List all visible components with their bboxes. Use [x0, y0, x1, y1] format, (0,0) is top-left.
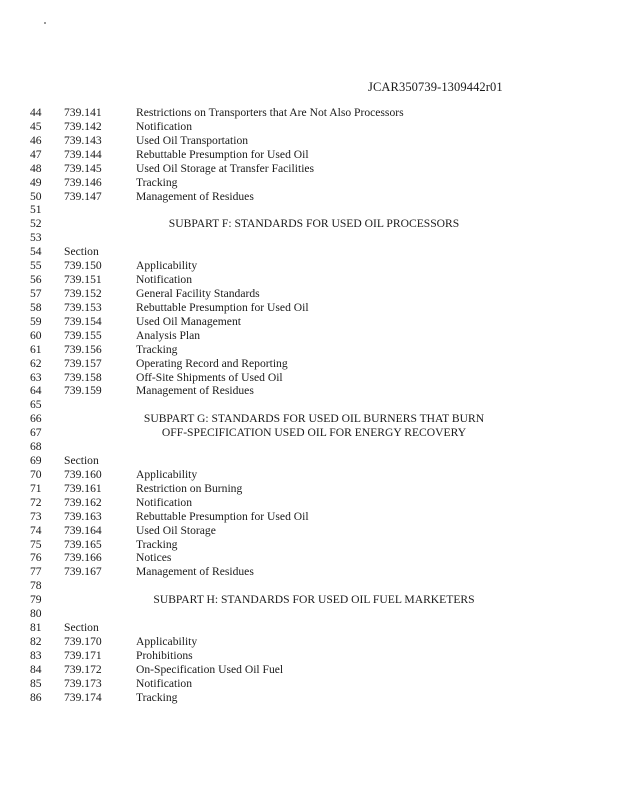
line-number: 53 [30, 231, 42, 245]
line-number: 45 [30, 119, 42, 133]
line-number: 49 [30, 175, 42, 189]
section-title: Analysis Plan [136, 328, 201, 342]
section-title: Restriction on Burning [136, 481, 243, 495]
section-title: Notification [136, 676, 193, 690]
line-number: 60 [30, 328, 42, 342]
line-number: 51 [30, 203, 42, 217]
section-title: Notices [136, 551, 172, 565]
section-number: 739.144 [64, 147, 102, 161]
section-title: Used Oil Storage [136, 523, 216, 537]
section-number: 739.142 [64, 119, 102, 133]
line-number: 70 [30, 467, 42, 481]
subpart-heading: SUBPART H: STANDARDS FOR USED OIL FUEL MARKETERS [153, 593, 475, 607]
section-title: Rebuttable Presumption for Used Oil [136, 300, 309, 314]
section-number: 739.165 [64, 537, 102, 551]
line-number: 76 [30, 551, 42, 565]
line-number: 58 [30, 300, 42, 314]
section-title: Used Oil Storage at Transfer Facilities [136, 161, 315, 175]
section-title: Tracking [136, 537, 178, 551]
line-number: 56 [30, 273, 42, 286]
section-number: 739.143 [64, 133, 102, 147]
section-title: Restrictions on Transporters that Are Not Also Processors [136, 106, 404, 119]
line-number: 86 [30, 690, 42, 704]
line-number: 61 [30, 342, 42, 356]
line-number: 84 [30, 662, 42, 676]
subpart-heading: SUBPART G: STANDARDS FOR USED OIL BURNERS THAT BURN [143, 412, 485, 426]
line-number: 69 [30, 454, 42, 467]
line-number: 52 [30, 217, 42, 231]
line-number: 80 [30, 607, 42, 621]
line-number: 62 [30, 356, 42, 370]
section-number: 739.152 [64, 287, 102, 300]
section-number: 739.157 [64, 356, 102, 370]
section-number: 739.145 [64, 161, 102, 175]
section-title: Notification [136, 273, 193, 286]
section-title: Management of Residues [136, 565, 254, 579]
section-number: 739.141 [64, 106, 102, 119]
section-title: Applicability [136, 635, 198, 648]
section-number: 739.166 [64, 551, 102, 565]
section-title: Management of Residues [136, 189, 254, 203]
section-number: 739.147 [64, 189, 102, 203]
scan-speck [44, 22, 46, 24]
line-number: 67 [30, 426, 42, 440]
section-label: Section [64, 621, 99, 634]
line-number: 82 [30, 635, 42, 648]
section-number: 739.156 [64, 342, 102, 356]
section-number: 739.162 [64, 495, 102, 509]
line-number: 71 [30, 481, 42, 495]
section-label: Section [64, 245, 99, 259]
section-number: 739.167 [64, 565, 102, 579]
line-number: 66 [30, 412, 42, 426]
line-number: 83 [30, 648, 42, 662]
line-number: 78 [30, 579, 42, 593]
line-number: 77 [30, 565, 42, 579]
line-number: 75 [30, 537, 42, 551]
section-title: Applicability [136, 467, 198, 481]
line-number: 47 [30, 147, 42, 161]
section-title: Rebuttable Presumption for Used Oil [136, 509, 309, 523]
line-number: 57 [30, 287, 42, 300]
section-number: 739.160 [64, 467, 102, 481]
section-number: 739.155 [64, 328, 102, 342]
section-title: General Facility Standards [136, 287, 260, 300]
section-title: Used Oil Transportation [136, 133, 249, 147]
line-number: 64 [30, 384, 42, 398]
section-number: 739.174 [64, 690, 102, 704]
line-number: 54 [30, 245, 42, 259]
section-number: 739.153 [64, 300, 102, 314]
section-number: 739.158 [64, 370, 102, 384]
section-number: 739.161 [64, 481, 102, 495]
line-number: 73 [30, 509, 42, 523]
line-number: 79 [30, 593, 42, 607]
section-title: Tracking [136, 175, 178, 189]
section-title: Off-Site Shipments of Used Oil [136, 370, 283, 384]
section-number: 739.164 [64, 523, 102, 537]
section-number: 739.159 [64, 384, 102, 398]
section-number: 739.170 [64, 635, 102, 648]
section-title: Tracking [136, 342, 178, 356]
section-number: 739.171 [64, 648, 102, 662]
section-number: 739.154 [64, 314, 102, 328]
line-number: 85 [30, 676, 42, 690]
section-title: Operating Record and Reporting [136, 356, 288, 370]
line-number: 65 [30, 398, 42, 412]
subpart-heading: SUBPART F: STANDARDS FOR USED OIL PROCESSORS [168, 217, 460, 231]
subpart-heading: OFF-SPECIFICATION USED OIL FOR ENERGY RECOVERY [161, 426, 467, 440]
section-title: Notification [136, 495, 193, 509]
line-number: 46 [30, 133, 42, 147]
line-number: 74 [30, 523, 42, 537]
section-number: 739.173 [64, 676, 102, 690]
section-number: 739.150 [64, 259, 102, 273]
line-number: 72 [30, 495, 42, 509]
line-number: 59 [30, 314, 42, 328]
section-number: 739.146 [64, 175, 102, 189]
section-title: Notification [136, 119, 193, 133]
line-number: 68 [30, 440, 42, 454]
section-number: 739.172 [64, 662, 102, 676]
line-number: 63 [30, 370, 42, 384]
section-title: Management of Residues [136, 384, 254, 398]
document-id: JCAR350739-1309442r01 [368, 80, 503, 94]
section-title: Used Oil Management [136, 314, 241, 328]
section-number: 739.151 [64, 273, 102, 286]
section-number: 739.163 [64, 509, 102, 523]
section-title: Rebuttable Presumption for Used Oil [136, 147, 309, 161]
section-title: Prohibitions [136, 648, 193, 662]
line-number: 81 [30, 621, 42, 634]
section-title: Applicability [136, 259, 198, 273]
section-title: On-Specification Used Oil Fuel [136, 662, 284, 676]
line-number: 50 [30, 189, 42, 203]
section-title: Tracking [136, 690, 178, 704]
line-number: 48 [30, 161, 42, 175]
line-number: 55 [30, 259, 42, 273]
section-label: Section [64, 454, 99, 467]
line-number: 44 [30, 106, 42, 119]
